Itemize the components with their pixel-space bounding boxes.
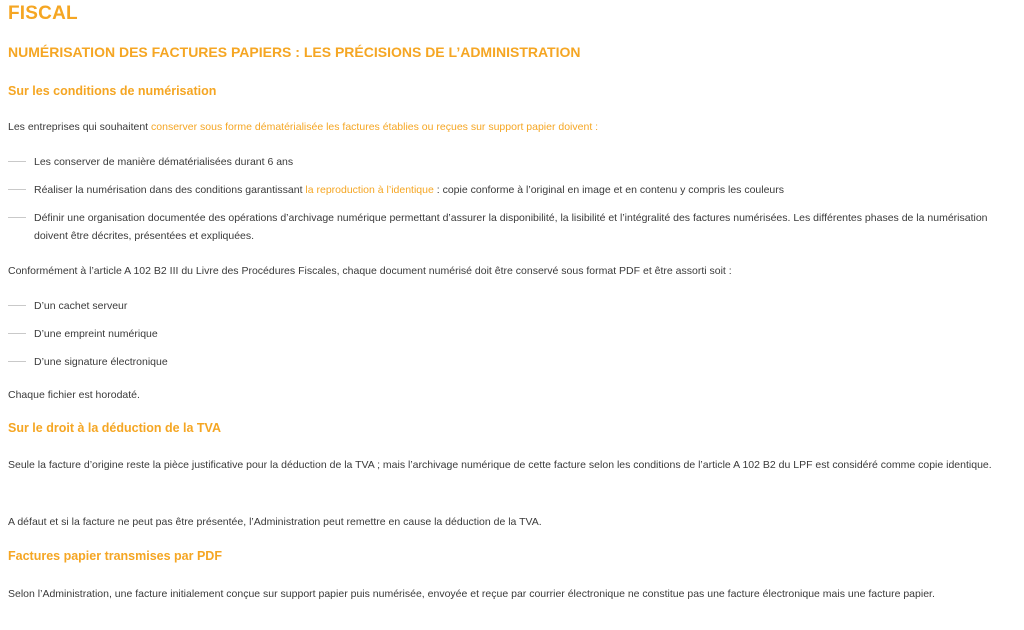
dash-bullet-icon	[8, 217, 26, 218]
list-item	[8, 297, 1010, 315]
dash-bullet-icon	[8, 305, 26, 306]
list-item-text-part: Réaliser la numérisation dans des conditions garantissant	[34, 184, 306, 196]
list-item-text: Définir une organisation documentée des opérations d’archivage numérique permettant d’assurer la disponibilité, la lisibilité et l’intégralité des factures numérisées. Les différentes phases de la numérisation doivent être décrites, présentées et expliquées.	[34, 212, 988, 242]
dash-bullet-icon	[8, 161, 26, 162]
intro-text: Les entreprises qui souhaitent	[8, 121, 152, 133]
intro-highlight: conserver sous forme dématérialisée les factures établies ou reçues sur support papier doivent :	[151, 121, 599, 133]
list-item	[8, 153, 1010, 171]
pdf-paragraph: Selon l’Administration, une facture initialement conçue sur support papier puis numérisée, envoyée et reçue par courrier électronique ne constitue pas une facture électronique mais une facture papier.	[8, 588, 935, 600]
heading-pdf: Factures papier transmises par PDF	[8, 549, 222, 563]
tva-paragraph-1: Seule la facture d’origine reste la pièce justificative pour la déduction de la TVA ; mais l’archivage numérique de cette facture selon les conditions de l’article A 102 B2 du LPF est considéré comme copie identique.	[8, 459, 992, 471]
list-item-text: D’un cachet serveur	[34, 300, 128, 312]
section-label: FISCAL	[8, 3, 78, 24]
list-item	[8, 325, 1010, 343]
tva-paragraph-2: A défaut et si la facture ne peut pas être présentée, l’Administration peut remettre en cause la déduction de la TVA.	[8, 516, 542, 528]
list-item-text: D’une empreint numérique	[34, 328, 158, 340]
list-item-text-part: : copie conforme à l’original en image et en contenu y compris les couleurs	[433, 184, 785, 196]
heading-tva: Sur le droit à la déduction de la TVA	[8, 421, 221, 435]
heading-conditions: Sur les conditions de numérisation	[8, 84, 217, 98]
dash-bullet-icon	[8, 189, 26, 190]
dash-bullet-icon	[8, 333, 26, 334]
list-item	[8, 181, 1010, 199]
intro-paragraph	[8, 118, 1010, 136]
procedures-paragraph: Conformément à l’article A 102 B2 III du Livre des Procédures Fiscales, chaque document numérisé doit être conservé sous format PDF et être assorti soit :	[8, 265, 732, 277]
list-item	[8, 353, 1010, 371]
list-item-text: D’une signature électronique	[34, 356, 168, 368]
list-item	[8, 209, 1010, 245]
timestamp-paragraph: Chaque fichier est horodaté.	[8, 389, 140, 401]
dash-bullet-icon	[8, 361, 26, 362]
list-item-text	[34, 181, 1010, 199]
article-title: NUMÉRISATION DES FACTURES PAPIERS : LES PRÉCISIONS DE L’ADMINISTRATION	[8, 44, 581, 60]
list-item-text: Les conserver de manière dématérialisées durant 6 ans	[34, 156, 294, 168]
list-item-highlight: la reproduction à l’identique	[305, 184, 434, 196]
